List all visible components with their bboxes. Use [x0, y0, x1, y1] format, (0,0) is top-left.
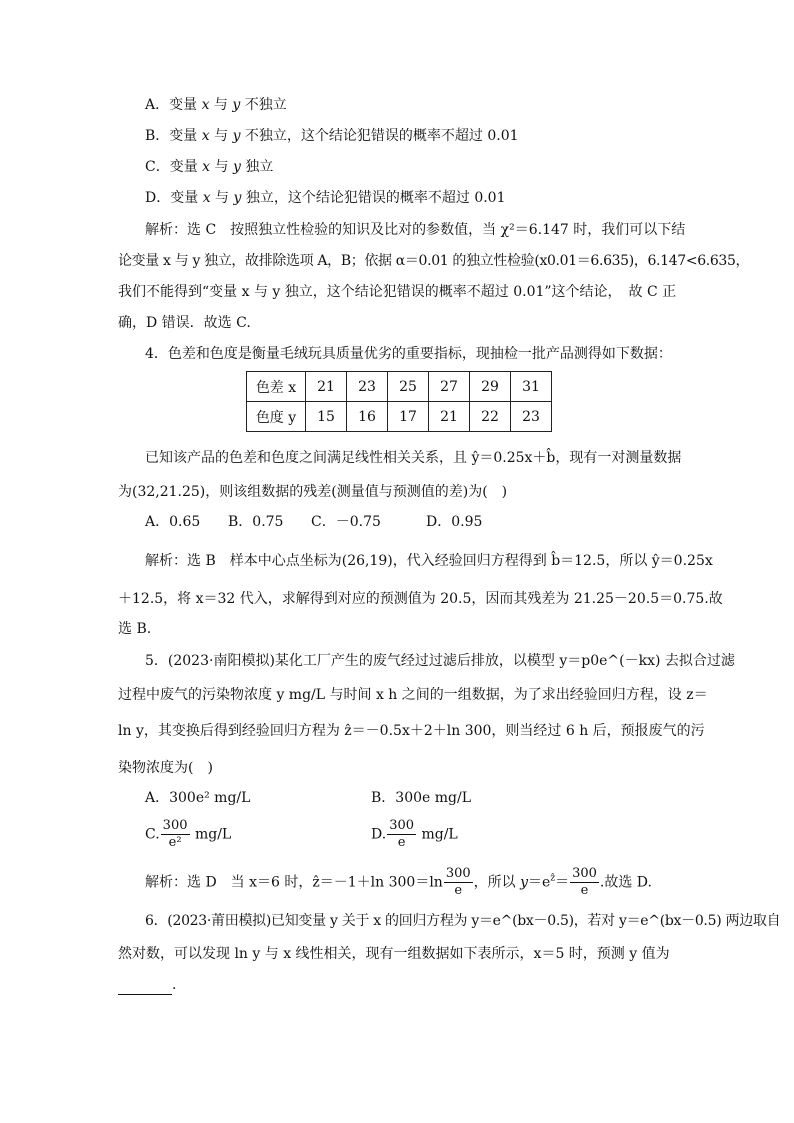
q5-line1: 5．(2023·南阳模拟)某化工厂产生的废气经过过滤后排放，以模型 y＝p0e^(－kx) 去拟合过滤	[145, 653, 735, 669]
q6-line1: 6．(2023·莆田模拟)已知变量 y 关于 x 的回归方程为 y＝e^(bx－0.5)，若对 y＝e^(bx－0.5) 两边取自	[145, 913, 781, 929]
q5-option-a: A．300e² mg/L	[145, 790, 251, 806]
table-cell: 27	[429, 372, 470, 402]
q4-option-c: C．－0.75	[311, 514, 381, 530]
fraction-numerator: 300	[445, 866, 471, 881]
q6-line2: 然对数，可以发现 ln y 与 x 线性相关，现有一组数据如下表所示，x＝5 时，预测 y 值为	[118, 946, 670, 962]
q5-line4: 染物浓度为( )	[118, 760, 213, 776]
q5-analysis-fraction-1	[444, 866, 473, 899]
q4-option-d: D．0.95	[426, 514, 483, 530]
q5-analysis-prefix: 解析：选 D 当 x＝6 时，ẑ＝－1＋ln 300＝ln	[145, 874, 443, 891]
table-row-label: 色差 x	[247, 372, 306, 402]
q5-option-d	[371, 818, 458, 851]
table-cell: 25	[388, 372, 429, 402]
q4-analysis-line1: 解析：选 B 样本中心点坐标为(26,19)，代入经验回归方程得到 b̂＝12.5，所以 ŷ＝0.25x	[145, 553, 713, 569]
q5-option-d-fraction	[387, 818, 416, 851]
fraction-denominator: e	[397, 835, 406, 850]
q3-option-d: D．变量 x 与 y 独立，这个结论犯错误的概率不超过 0.01	[145, 190, 506, 206]
q5-line2: 过程中废气的污染物浓度 y mg/L 与时间 x h 之间的一组数据，为了求出经验回归方程，设 z＝	[118, 687, 708, 703]
table-cell: 17	[388, 402, 429, 432]
q5-line3: ln y，其变换后得到经验回归方程为 ẑ＝－0.5x＋2＋ln 300，则当经过 6 h 后，预报废气的污	[118, 723, 705, 739]
table-cell: 29	[470, 372, 511, 402]
q4-analysis-line3: 选 B.	[118, 621, 152, 637]
q5-option-c-letter: C.	[145, 826, 160, 843]
table-cell: 15	[306, 402, 347, 432]
table-cell: 21	[306, 372, 347, 402]
q4-option-b: B．0.75	[228, 514, 284, 530]
q3-option-c: C．变量 x 与 y 独立	[145, 159, 274, 175]
q5-analysis-fraction-2	[570, 866, 599, 899]
table-row	[247, 402, 552, 432]
table-cell: 22	[470, 402, 511, 432]
table-cell: 23	[347, 372, 388, 402]
table-cell: 31	[511, 372, 552, 402]
q3-option-b: B．变量 x 与 y 不独立，这个结论犯错误的概率不超过 0.01	[145, 128, 519, 144]
table-row	[247, 372, 552, 402]
q5-option-c-fraction	[161, 818, 190, 851]
table-row-label: 色度 y	[247, 402, 306, 432]
q5-analysis: 解析：选 D 当 x＝6 时，ẑ＝－1＋ln 300＝ln $\frac{300}{e}$ ，所以 $y=e^ẑ=$ $\frac{300}{e}$ .故选 D.	[145, 866, 652, 898]
q5-analysis-suffix: .故选 D.	[599, 874, 652, 891]
q3-analysis-line1: 解析：选 C 按照独立性检验的知识及比对的参数值，当 χ²＝6.147 时，我们可以下结	[145, 222, 686, 238]
fraction-numerator: 300	[162, 818, 188, 833]
q3-analysis-line3: 我们不能得到“变量 x 与 y 独立，这个结论犯错误的概率不超过 0.01”这个结论， 故 C 正	[118, 284, 677, 300]
fraction-denominator: e	[580, 883, 589, 898]
q4-analysis-line2: ＋12.5，将 x＝32 代入，求解得到对应的预测值为 20.5，因而其残差为 21.25－20.5＝0.75.故	[118, 591, 723, 607]
q3-analysis-line2: 论变量 x 与 y 独立，故排除选项 A，B；依据 α＝0.01 的独立性检验(x0.01＝6.635)，6.147<6.635，	[118, 253, 750, 269]
answer-blank	[118, 980, 172, 995]
q5-option-b: B．300e mg/L	[371, 790, 471, 806]
q3-analysis-line4: 确，D 错误．故选 C.	[118, 315, 251, 331]
q6-line3	[118, 975, 176, 995]
q4-line3: 为(32,21.25)，则该组数据的残差(测量值与预测值的差)为( )	[118, 484, 508, 500]
table-cell: 21	[429, 402, 470, 432]
q4-option-a: A．0.65	[145, 514, 201, 530]
fraction-numerator: 300	[572, 866, 597, 881]
q5-option-c	[145, 818, 231, 851]
q4-line2: 已知该产品的色差和色度之间满足线性相关关系，且 ŷ＝0.25x＋b̂，现有一对测量数据	[145, 450, 682, 466]
q3-option-a: A．变量 x 与 y 不独立	[145, 97, 287, 113]
q5-option-c-unit: mg/L	[194, 826, 232, 843]
q4-data-table	[246, 371, 552, 432]
fraction-denominator: e²	[168, 835, 182, 850]
table-cell: 16	[347, 402, 388, 432]
fraction-denominator: e	[454, 883, 463, 898]
fraction-numerator: 300	[389, 818, 415, 833]
q5-option-d-unit: mg/L	[421, 826, 458, 843]
q6-line3-period: .	[172, 977, 177, 993]
table-cell: 23	[511, 402, 552, 432]
q4-stem: 4．色差和色度是衡量毛绒玩具质量优劣的重要指标，现抽检一批产品测得如下数据：	[145, 346, 672, 362]
q5-option-d-letter: D.	[371, 826, 387, 843]
